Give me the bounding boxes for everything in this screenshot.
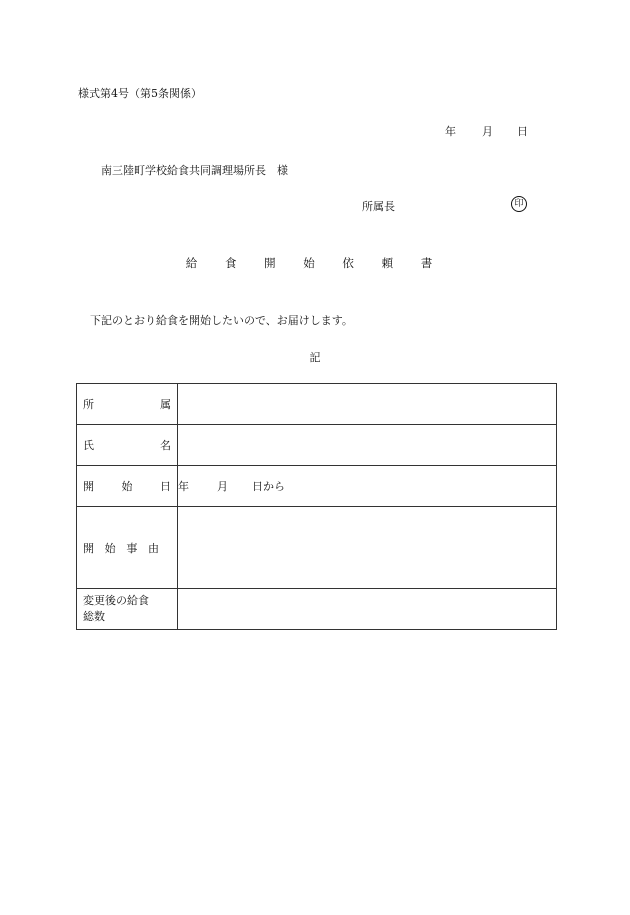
row-reason: [77, 507, 557, 589]
date-day: 日: [517, 125, 528, 138]
label-line: 変更後の給食: [83, 594, 149, 607]
seal-mark: 印: [511, 196, 527, 212]
affiliation-field[interactable]: [178, 384, 557, 425]
meal-count-field[interactable]: [178, 589, 557, 630]
title-char: 依: [342, 256, 366, 270]
label-char: 所: [83, 398, 94, 411]
label-char: 属: [160, 398, 171, 411]
start-date-field[interactable]: [178, 466, 557, 507]
ki-heading: 記: [309, 351, 321, 364]
date-line: [445, 123, 528, 139]
start-year: 年: [178, 480, 189, 493]
name-field[interactable]: [178, 425, 557, 466]
title-char: 書: [420, 256, 445, 270]
label-name: [77, 425, 178, 466]
label-char: 日: [160, 480, 171, 493]
label-start-date: [77, 466, 178, 507]
label-reason: [77, 507, 178, 589]
title-char: 給: [185, 256, 210, 270]
title-char: 頼: [381, 256, 406, 270]
label-char: 事: [126, 541, 138, 555]
start-month: 月: [217, 480, 228, 493]
label-char: 名: [160, 439, 171, 452]
date-month: 月: [482, 125, 493, 138]
label-char: 由: [147, 541, 159, 555]
label-char: 始: [104, 541, 116, 555]
document-title: [0, 255, 630, 271]
reason-field[interactable]: [178, 507, 557, 589]
label-char: 氏: [83, 439, 94, 452]
label-meal-count: [77, 589, 178, 630]
label-char: 開: [83, 541, 94, 555]
label-char: 始: [121, 480, 133, 493]
label-char: 開: [83, 480, 94, 493]
title-char: 食: [224, 256, 249, 270]
start-day: 日から: [252, 480, 285, 493]
form-number: 様式第4号（第5条関係）: [78, 87, 202, 100]
row-name: [77, 425, 557, 466]
date-year: 年: [445, 125, 456, 138]
row-meal-count: [77, 589, 557, 630]
label-line: 総数: [83, 610, 105, 623]
sender-label: 所属長: [362, 200, 395, 213]
title-char: 開: [264, 256, 288, 270]
title-char: 始: [303, 256, 327, 270]
body-text: 下記のとおり給食を開始したいので、お届けします。: [90, 314, 353, 327]
label-affiliation: [77, 384, 178, 425]
row-affiliation: [77, 384, 557, 425]
row-start-date: [77, 466, 557, 507]
request-form-table: [76, 383, 557, 630]
addressee: 南三陸町学校給食共同調理場所長 様: [101, 164, 288, 177]
